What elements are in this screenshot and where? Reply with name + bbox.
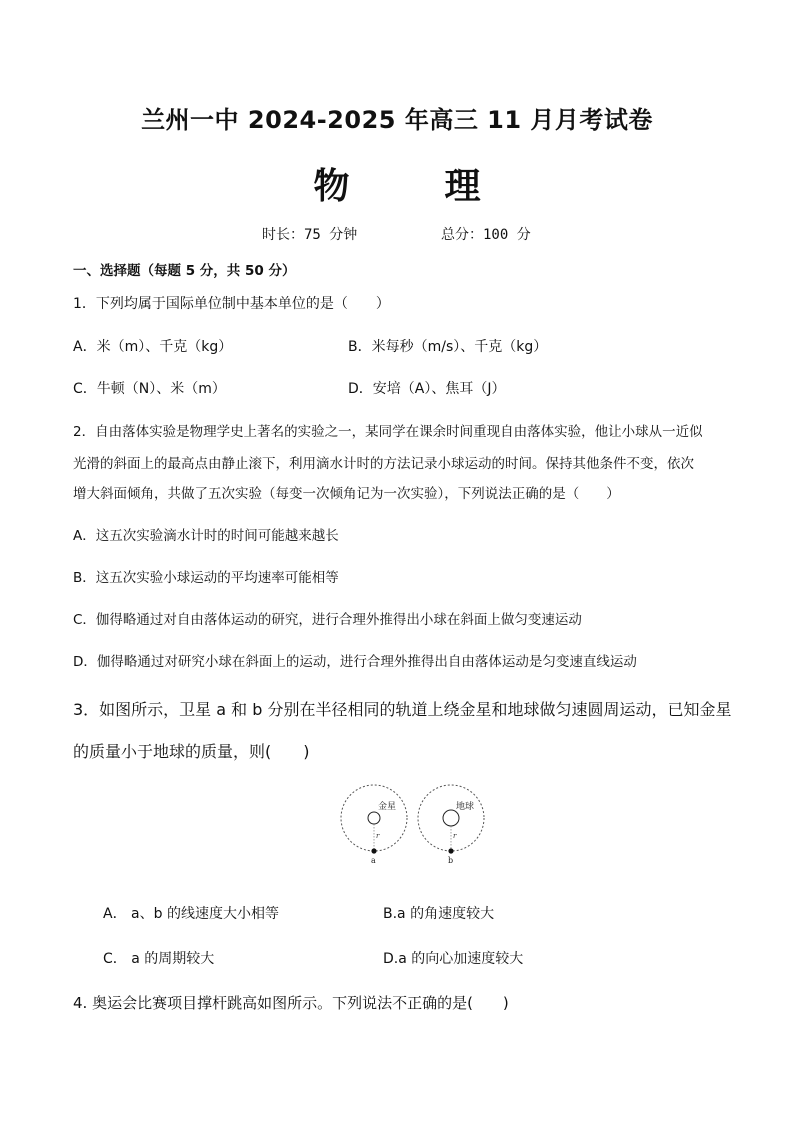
question-1-stem: 1．下列均属于国际单位制中基本单位的是（ ） [73,296,390,312]
subject-char-left: 物 [313,166,350,207]
question-2-stem-line-3: 增大斜面倾角，共做了五次实验（每变一次倾角记为一次实验），下列说法正确的是（ ） [73,486,620,502]
question-3-option-a: A． a、b 的线速度大小相等 [103,906,279,922]
question-3-option-b: B.a 的角速度较大 [383,906,495,922]
venus-orbit [341,785,407,851]
venus-radius-label: r [376,832,380,840]
question-2-option-d: D．伽得略通过对研究小球在斜面上的运动，进行合理外推得出自由落体运动是匀变速直线运动 [73,654,637,670]
question-1-option-c: C．牛顿（N）、米（m） [73,381,226,397]
exam-duration: 时长：75 分钟 [262,227,358,243]
exam-total-score: 总分：100 分 [441,227,531,243]
question-2-option-b: B．这五次实验小球运动的平均速率可能相等 [73,570,339,586]
subject-heading [0,158,794,209]
satellite-a-icon [371,848,376,853]
exam-title: 兰州一中 2024-2025 年高三 11 月月考试卷 [141,106,653,134]
question-4-stem: 4. 奥运会比赛项目撑杆跳高如图所示。下列说法不正确的是( ) [73,994,509,1012]
satellite-b-icon [448,848,453,853]
question-2-option-a: A．这五次实验滴水计时的时间可能越来越长 [73,528,339,544]
question-1-option-d: D．安培（A）、焦耳（J） [348,381,506,397]
earth-planet-icon [443,810,459,826]
question-1-option-b: B．米每秒（m/s）、千克（kg） [348,339,548,355]
satellite-a-label: a [371,856,376,865]
section-heading: 一、选择题（每题 5 分，共 50 分） [73,263,296,279]
question-3-option-d: D.a 的向心加速度较大 [383,951,524,967]
venus-label: 金星 [378,802,397,812]
question-2-option-c: C．伽得略通过对自由落体运动的研究，进行合理外推得出小球在斜面上做匀变速运动 [73,612,582,628]
orbit-figure [334,780,494,870]
earth-radius-label: r [453,832,457,840]
question-3-stem-line-1: 3．如图所示，卫星 a 和 b 分别在半径相同的轨道上绕金星和地球做匀速圆周运动，已知金星 [73,700,732,719]
question-1-option-a: A．米（m）、千克（kg） [73,339,233,355]
earth-label: 地球 [456,802,475,812]
venus-planet-icon [368,812,380,824]
subject-char-right: 理 [444,166,481,207]
question-2-stem-line-1: 2．自由落体实验是物理学史上著名的实验之一，某同学在课余时间重现自由落体实验，他让小球从一近似 [73,424,703,440]
question-3-option-c: C． a 的周期较大 [103,951,215,967]
satellite-b-label: b [448,856,454,865]
question-2-stem-line-2: 光滑的斜面上的最高点由静止滚下，利用滴水计时的方法记录小球运动的时间。保持其他条件不变，依次 [73,456,694,472]
question-3-stem-line-2: 的质量小于地球的质量，则( ) [73,742,310,761]
